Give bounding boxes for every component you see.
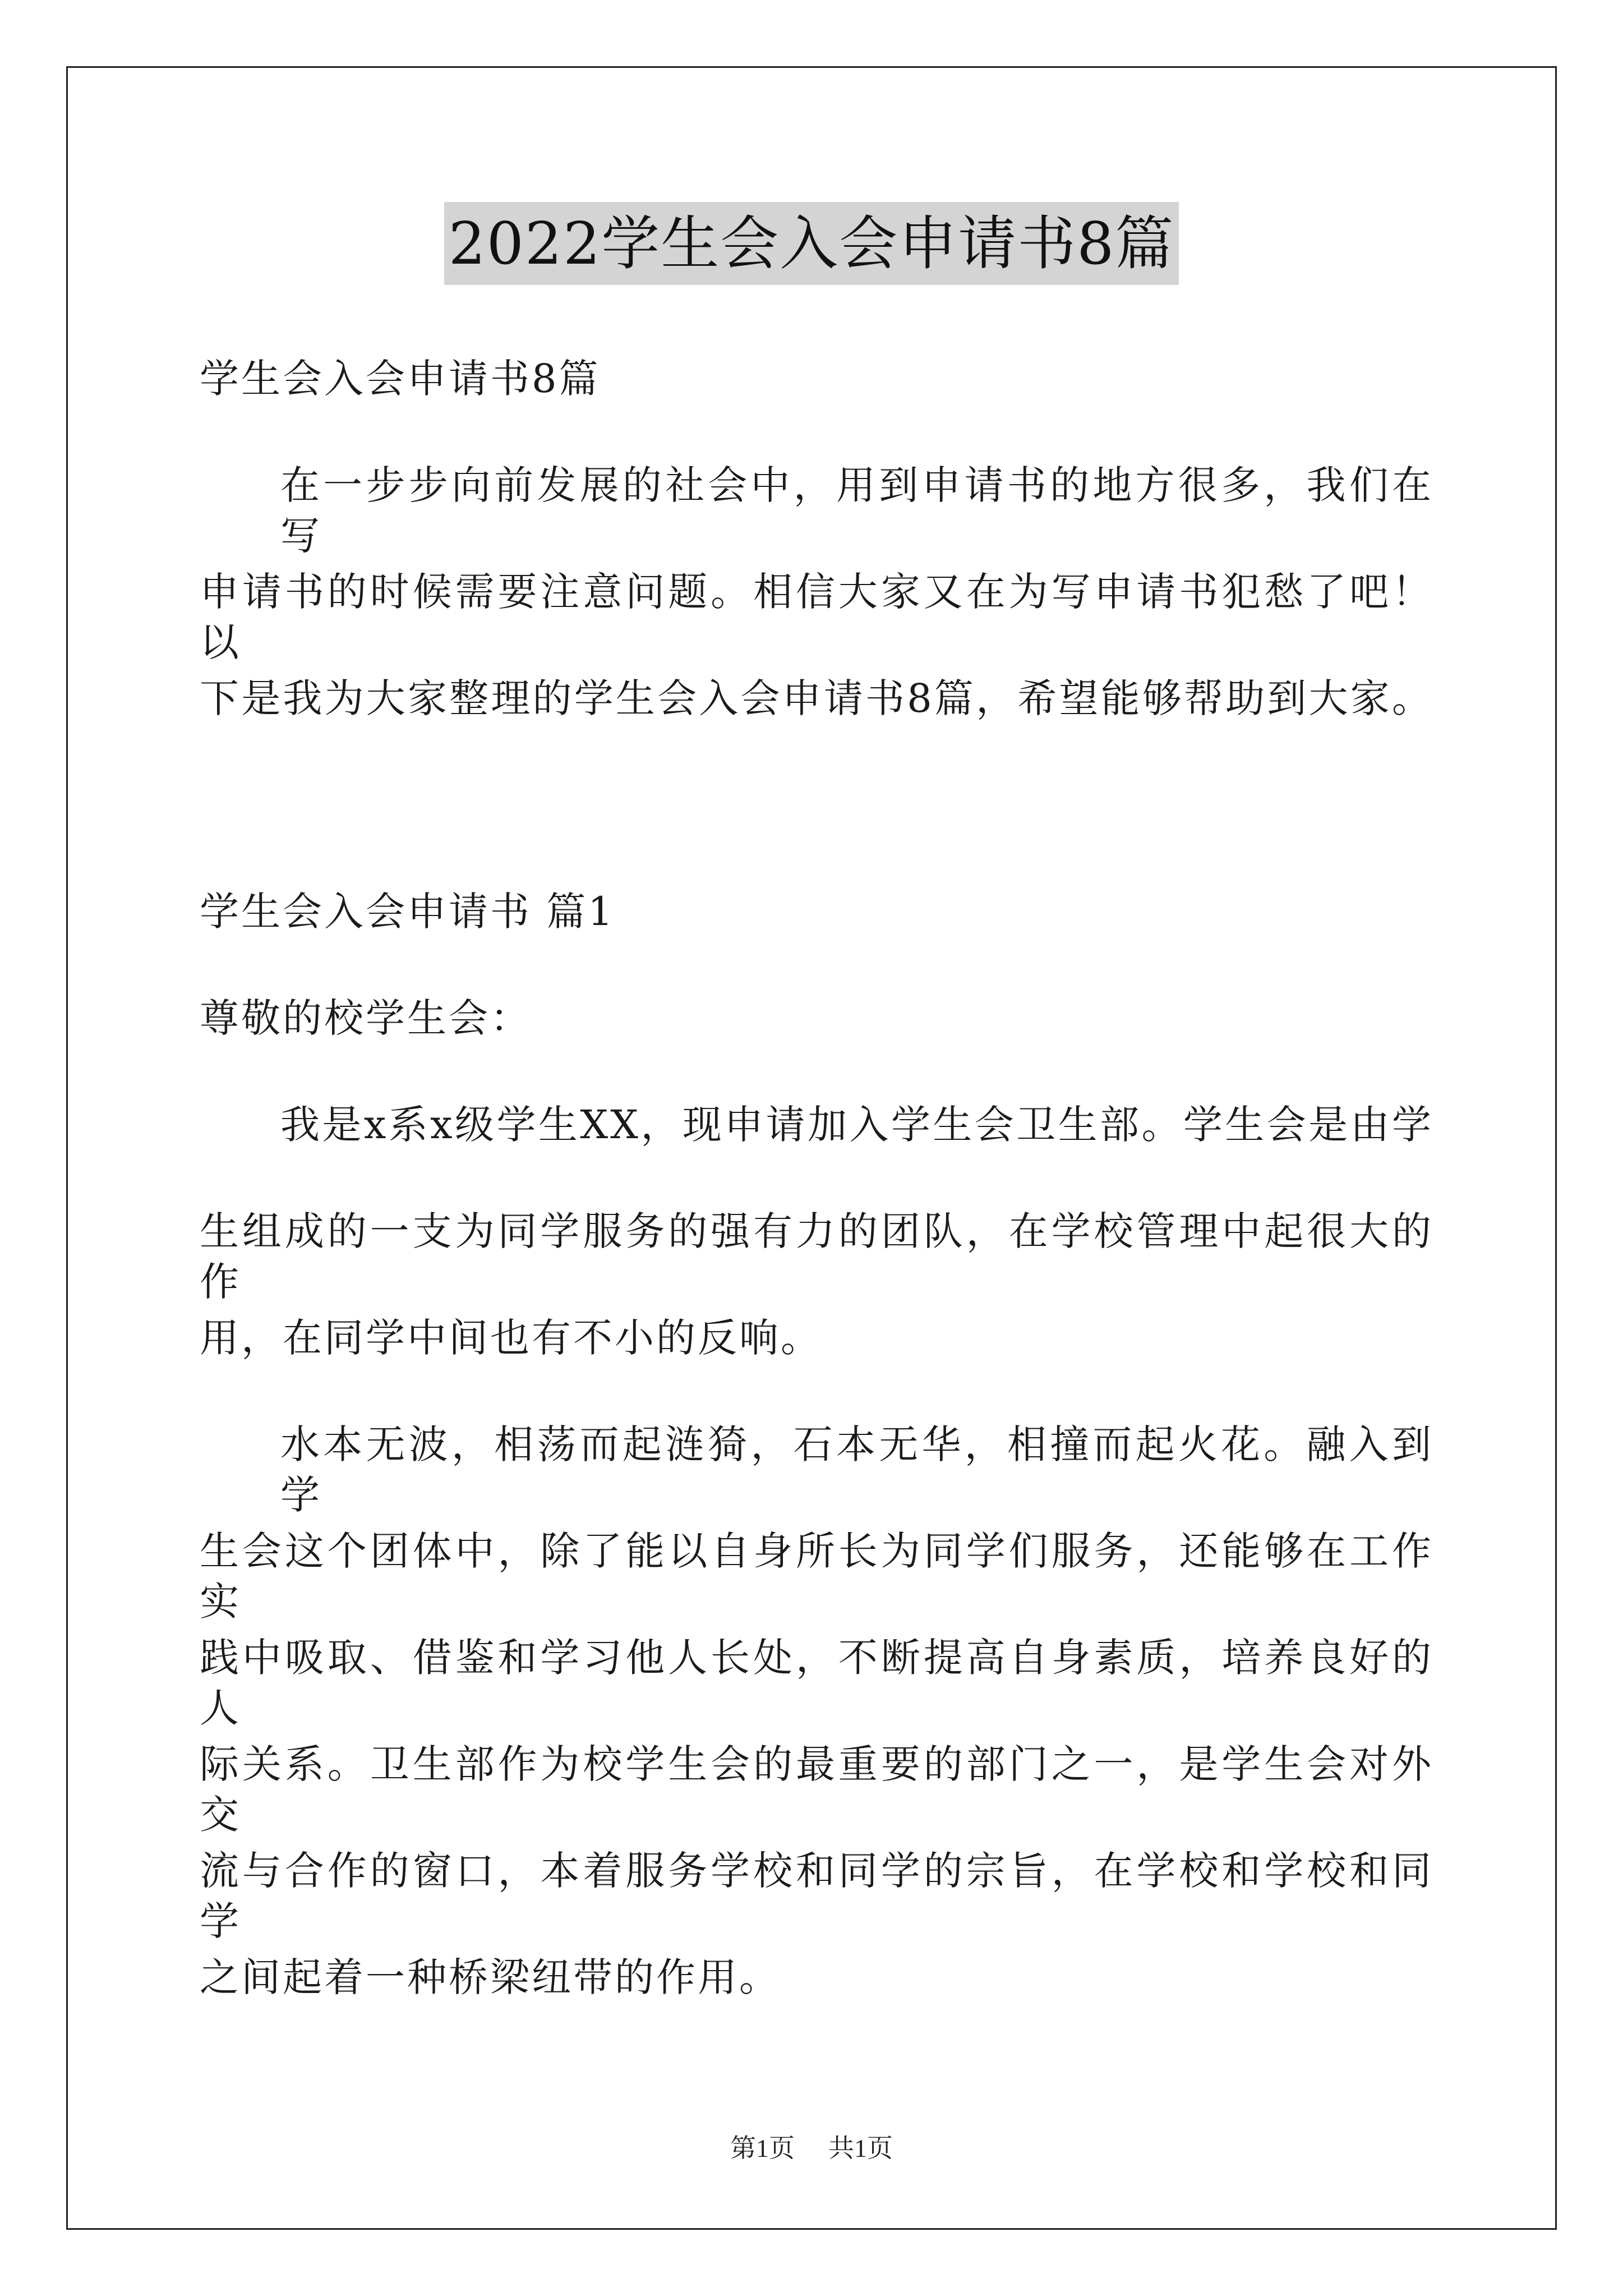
paragraph1-line-1: 我是x系x级学生XX，现申请加入学生会卫生部。学生会是由学 (280, 1102, 1433, 1148)
intro-line-1: 在一步步向前发展的社会中，用到申请书的地方很多，我们在写 (280, 462, 1433, 559)
paragraph2-line-5: 流与合作的窗口，本着服务学校和同学的宗旨，在学校和学校和同学 (200, 1848, 1433, 1944)
page-footer (0, 2132, 1623, 2165)
document-subtitle: 学生会入会申请书8篇 (200, 356, 601, 402)
paragraph2-line-4: 际关系。卫生部作为校学生会的最重要的部门之一，是学生会对外交 (200, 1741, 1433, 1838)
page-number-total: 共1页 (828, 2134, 893, 2162)
paragraph2-line-2: 生会这个团体中，除了能以自身所长为同学们服务，还能够在工作实 (200, 1528, 1433, 1625)
intro-line-3: 下是我为大家整理的学生会入会申请书8篇，希望能够帮助到大家。 (200, 675, 1433, 721)
salutation: 尊敬的校学生会： (200, 995, 532, 1041)
title-container (0, 202, 1623, 285)
paragraph2-line-6: 之间起着一种桥梁纽带的作用。 (200, 1954, 781, 2000)
document-title: 2022学生会入会申请书8篇 (444, 202, 1179, 285)
paragraph2-line-1: 水本无波，相荡而起涟猗，石本无华，相撞而起火花。融入到学 (280, 1421, 1433, 1518)
intro-line-2: 申请书的时候需要注意问题。相信大家又在为写申请书犯愁了吧！以 (200, 569, 1433, 665)
section-heading: 学生会入会申请书 篇1 (200, 889, 615, 935)
paragraph1-line-2: 生组成的一支为同学服务的强有力的团队，在学校管理中起很大的作 (200, 1208, 1433, 1305)
page-number-current: 第1页 (730, 2134, 795, 2162)
paragraph2-line-3: 践中吸取、借鉴和学习他人长处，不断提高自身素质，培养良好的人 (200, 1635, 1433, 1731)
paragraph1-line-3: 用，在同学中间也有不小的反响。 (200, 1315, 822, 1361)
